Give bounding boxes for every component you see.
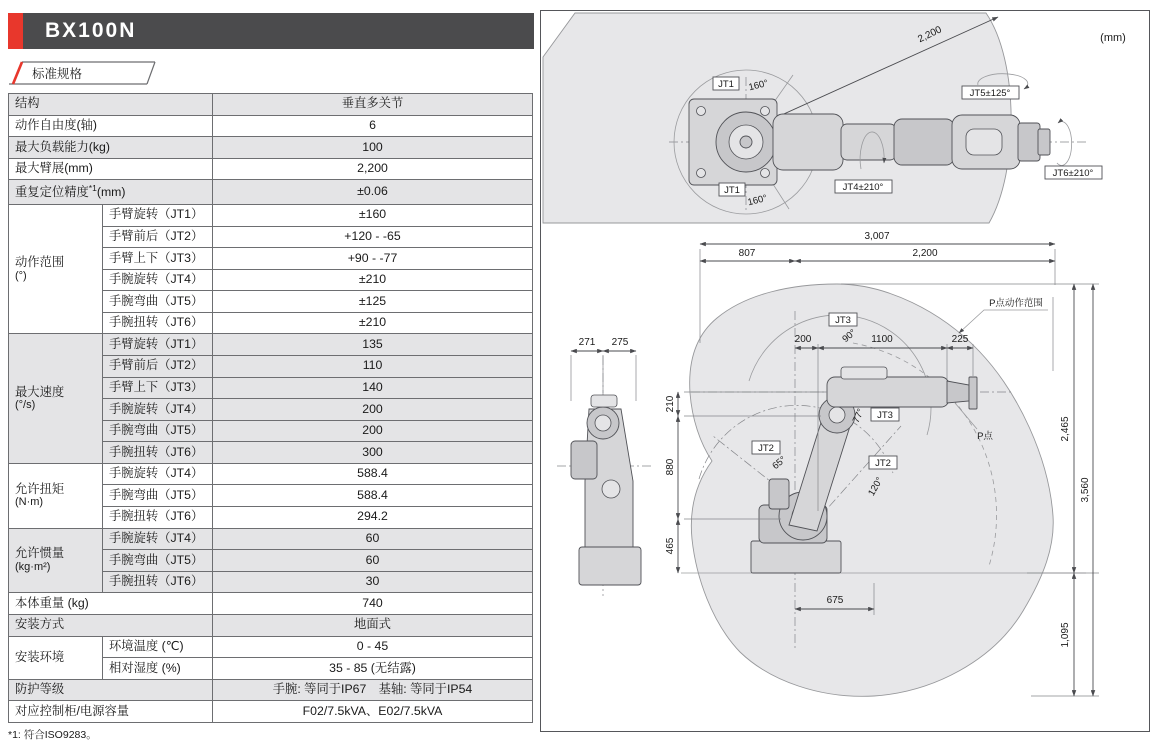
table-row — [9, 528, 533, 550]
dim-2200: 2,200 — [912, 248, 938, 259]
joint-label: 手腕旋转（JT4） — [103, 269, 213, 291]
group-label-unit: (kg·m²) — [15, 561, 51, 574]
dim-200: 200 — [794, 334, 812, 345]
group-label — [9, 636, 103, 679]
jt1-bottom-angle: 160° — [746, 192, 769, 209]
spec-label: 本体重量 (kg) — [9, 593, 213, 615]
table-row — [9, 137, 533, 159]
spec-value: 200 — [213, 420, 533, 442]
joint-label: 手臂旋转（JT1） — [103, 204, 213, 226]
joint-label: 手腕扭转（JT6） — [103, 571, 213, 593]
jt3-angle: 90° — [840, 327, 859, 345]
jt3-mid-label: JT3 — [877, 410, 893, 421]
table-row — [9, 115, 533, 137]
group-label-unit: (°) — [15, 269, 27, 282]
spec-value: 0 - 45 — [213, 636, 533, 658]
spec-value: +120 - -65 — [213, 226, 533, 248]
spec-label-unit: (mm) — [96, 185, 126, 200]
spec-value: ±125 — [213, 291, 533, 313]
spec-value: 100 — [213, 137, 533, 159]
section-heading — [8, 61, 534, 85]
spec-label: 防护等级 — [9, 679, 213, 701]
red-slash-icon — [13, 62, 22, 84]
group-label-text: 安装环境 — [15, 649, 65, 664]
joint-label: 手腕扭转（JT6） — [103, 312, 213, 334]
dim-210: 210 — [665, 395, 676, 413]
dim-3007: 3,007 — [864, 231, 890, 242]
joint-label: 手腕旋转（JT4） — [103, 399, 213, 421]
spec-value: 2,200 — [213, 158, 533, 180]
jt5-label: JT5±125° — [969, 88, 1011, 99]
p-range-leader — [959, 310, 1048, 333]
joint-label: 手臂前后（JT2） — [103, 226, 213, 248]
section-title: 标准规格 — [32, 67, 83, 81]
spec-value: 60 — [213, 550, 533, 572]
joint-label: 手腕弯曲（JT5） — [103, 420, 213, 442]
spec-table — [8, 93, 533, 723]
joint-label: 手臂前后（JT2） — [103, 356, 213, 378]
table-row — [9, 636, 533, 658]
joint-label: 手腕旋转（JT4） — [103, 463, 213, 485]
spec-value: ±210 — [213, 312, 533, 334]
table-row — [9, 593, 533, 615]
table-row — [9, 334, 533, 356]
spec-value: 200 — [213, 399, 533, 421]
dim-807: 807 — [738, 248, 756, 259]
spec-value: 135 — [213, 334, 533, 356]
group-label — [9, 334, 103, 463]
spec-value: 294.2 — [213, 507, 533, 529]
joint-label: 手臂上下（JT3） — [103, 377, 213, 399]
unit-note: (mm) — [1100, 32, 1126, 44]
condition-label: 环境温度 (℃) — [103, 636, 213, 658]
footnote: *1: 符合ISO9283。 — [8, 729, 97, 741]
condition-label: 相对湿度 (%) — [103, 658, 213, 680]
spec-value: 手腕: 等同于IP67 基轴: 等同于IP54 — [213, 679, 533, 701]
table-row — [9, 158, 533, 180]
spec-value: 30 — [213, 571, 533, 593]
table-row — [9, 679, 533, 701]
dim-275: 275 — [611, 337, 629, 348]
robot-dimension-drawing — [541, 11, 1147, 729]
spec-value: F02/7.5kVA、E02/7.5kVA — [213, 701, 533, 723]
spec-value: ±0.06 — [213, 180, 533, 205]
group-label-text: 最大速度 — [15, 384, 65, 399]
group-label-text: 允许惯量 — [15, 546, 65, 561]
spec-column — [8, 13, 534, 742]
spec-value: ±160 — [213, 204, 533, 226]
group-label — [9, 204, 103, 333]
jt3-top-label: JT3 — [835, 315, 851, 326]
spec-label — [9, 180, 213, 205]
dim-1095: 1,095 — [1060, 622, 1071, 648]
dimension-drawing-panel — [540, 10, 1150, 732]
joint-label: 手腕弯曲（JT5） — [103, 485, 213, 507]
joint-label: 手臂上下（JT3） — [103, 248, 213, 270]
jt4-label: JT4±210° — [842, 182, 884, 193]
joint-label: 手腕扭转（JT6） — [103, 507, 213, 529]
group-label-text: 动作范围 — [15, 255, 65, 270]
spec-value: 35 - 85 (无结露) — [213, 658, 533, 680]
dim-1100: 1100 — [871, 334, 893, 345]
jt6-label: JT6±210° — [1052, 168, 1094, 179]
group-label — [9, 528, 103, 593]
page-title: BX100N — [45, 19, 137, 42]
angle-77-label: 77° — [850, 407, 867, 425]
spec-label: 最大臂展(mm) — [9, 158, 213, 180]
top-view — [543, 13, 1126, 223]
footnote-marker: *1 — [88, 183, 97, 194]
spec-value: 588.4 — [213, 463, 533, 485]
spec-label: 结构 — [9, 94, 213, 116]
dim-3560: 3,560 — [1080, 477, 1091, 503]
jt2-left-angle: 65° — [770, 454, 789, 472]
jt2-right-angle: 120° — [866, 475, 886, 499]
spec-label: 最大负载能力(kg) — [9, 137, 213, 159]
dim-675: 675 — [826, 595, 844, 606]
p-point-label: P点 — [977, 431, 993, 442]
spec-label: 动作自由度(轴) — [9, 115, 213, 137]
spec-value: 300 — [213, 442, 533, 464]
group-label-text: 允许扭矩 — [15, 481, 65, 496]
spec-value: 地面式 — [213, 614, 533, 636]
joint-label: 手臂旋转（JT1） — [103, 334, 213, 356]
spec-label: 安装方式 — [9, 614, 213, 636]
joint-label: 手腕扭转（JT6） — [103, 442, 213, 464]
robot-rear-view — [557, 356, 653, 596]
spec-value: 6 — [213, 115, 533, 137]
dim-880: 880 — [665, 458, 676, 476]
group-label-unit: (°/s) — [15, 399, 36, 412]
dim-2465: 2,465 — [1060, 416, 1071, 442]
model-title-bar — [8, 13, 534, 49]
spec-value: ±210 — [213, 269, 533, 291]
spec-label-text: 重复定位精度 — [15, 185, 89, 200]
jt1-top-label: JT1 — [718, 79, 734, 90]
section-heading-frame — [8, 61, 160, 85]
spec-value: +90 - -77 — [213, 248, 533, 270]
dim-225: 225 — [951, 334, 969, 345]
jt2-left-label: JT2 — [758, 443, 774, 454]
spec-label: 对应控制柜/电源容量 — [9, 701, 213, 723]
spec-value: 140 — [213, 377, 533, 399]
spec-value: 60 — [213, 528, 533, 550]
table-row — [9, 204, 533, 226]
p-range-label: P点动作范围 — [989, 298, 1043, 309]
table-row — [9, 701, 533, 723]
spec-value: 588.4 — [213, 485, 533, 507]
top-reach-dim: 2,200 — [916, 24, 944, 46]
joint-label: 手腕弯曲（JT5） — [103, 550, 213, 572]
group-label — [9, 463, 103, 528]
jt1-bottom-label: JT1 — [724, 185, 740, 196]
jt1-top-angle: 160° — [747, 77, 770, 94]
spec-value: 110 — [213, 356, 533, 378]
table-row — [9, 94, 533, 116]
jt2-right-label: JT2 — [875, 458, 891, 469]
table-row — [9, 614, 533, 636]
red-accent-bar — [8, 13, 23, 49]
group-label-unit: (N·m) — [15, 496, 44, 509]
spec-value: 垂直多关节 — [213, 94, 533, 116]
dim-271: 271 — [578, 337, 596, 348]
jt6-rotation-arrow-icon — [1057, 121, 1072, 165]
side-view — [557, 231, 1099, 696]
spec-value: 740 — [213, 593, 533, 615]
joint-label: 手腕弯曲（JT5） — [103, 291, 213, 313]
joint-label: 手腕旋转（JT4） — [103, 528, 213, 550]
dim-465: 465 — [665, 537, 676, 555]
table-row — [9, 180, 533, 205]
table-row — [9, 463, 533, 485]
